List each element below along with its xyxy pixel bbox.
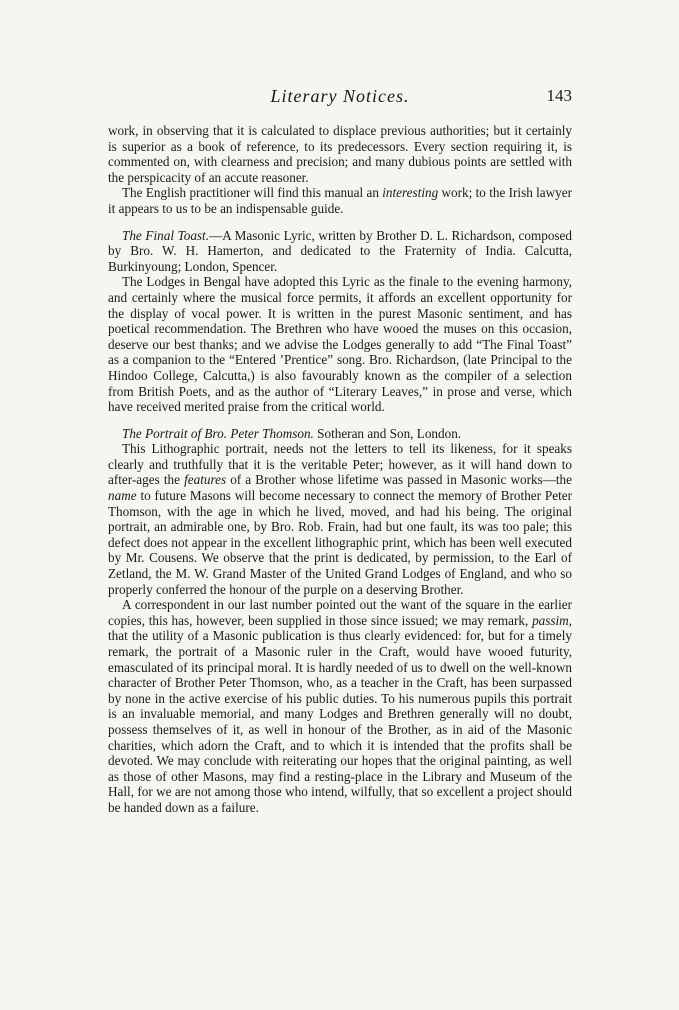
text-run: The English practitioner will find this manual an — [122, 185, 383, 201]
paragraph-p4 — [108, 274, 572, 414]
text-run: work, in observing that it is calculated to displace previous authorities; but it certainly is superior as a book of reference, to its predecessors. Every section requiring it, is commented on, with clearness and precision; and many dubious points are settled with the perspicacity of an accute reasoner. — [108, 123, 572, 185]
text-run: —A Masonic Lyric, written by Brother D. L. Richardson, composed by Bro. W. H. Hamerton, and dedicated to the Fraternity of India. Calcutta, Burkinyoung; London, Spencer. — [108, 227, 572, 274]
paragraph-p5 — [108, 426, 572, 442]
text-run: work; to the Irish lawyer it appears to us to be an indispensable guide. — [108, 185, 573, 216]
paragraph-p1 — [108, 123, 572, 185]
text-run: of a Brother whose lifetime was passed in Masonic works—the — [226, 472, 572, 488]
text-run: This Lithographic portrait, needs not the letters to tell its likeness, for it speaks clearly and truthfully that it is the veritable Peter; however, as it will hand down to after-ages the — [108, 441, 572, 488]
paragraph-p2 — [108, 185, 572, 216]
italic-text: features — [184, 472, 227, 488]
italic-text: interesting — [382, 185, 439, 201]
body-text — [108, 123, 572, 816]
text-run: A correspondent in our last number pointed out the want of the square in the earlier copies, this has, however, been supplied in those since issued; we may remark, — [108, 597, 572, 628]
running-title: Literary Notices. — [270, 86, 410, 106]
italic-text: The Portrait of Bro. Peter Thomson. — [122, 425, 314, 441]
page-header — [108, 86, 572, 110]
italic-text: The Final Toast. — [122, 227, 210, 243]
text-run: to future Masons will become necessary to connect the memory of Brother Peter Thomson, with the age in which he lived, moved, and had his being. The original portrait, an admirable one, by Bro. Rob. Frain, had but one fault, its was too pale; this defect does not appear in the excellent lithographic print, which has been well executed by Mr. Cousens. We observe that the print is dedicated, by permission, to the Earl of Zetland, the M. W. Grand Master of the United Grand Lodges of England, and who so properly conferred the honour of the purple on a deserving Brother. — [108, 488, 572, 597]
page-number: 143 — [546, 86, 572, 105]
italic-text: passim — [532, 612, 569, 628]
paragraph-p7 — [108, 597, 572, 815]
text-run: Sotheran and Son, London. — [313, 425, 462, 441]
paragraph-p3 — [108, 228, 572, 275]
text-run: The Lodges in Bengal have adopted this Lyric as the finale to the evening harmony, and certainly where the musical force permits, it affords an excellent opportunity for the display of vocal power. It is written in the purest Masonic sentiment, and has poetical recommendation. The Brethren who have wooed the muses on this occasion, deserve our best thanks; and we advise the Lodges generally to add “The Final Toast” as a companion to the “Entered ’Prentice” song. Bro. Richardson, (late Principal to the Hindoo College, Calcutta,) is also favourably known as the compiler of a selection from British Poets, and as the author of “Literary Leaves,” in prose and verse, which have received merited praise from the critical world. — [108, 274, 572, 415]
paragraph-p6 — [108, 441, 572, 597]
text-run: , that the utility of a Masonic publication is thus clearly evidenced: for, but for a timely remark, the portrait of a Masonic ruler in the Craft, would have wooed futurity, emasculated of its principal moral. It is hardly needed of us to dwell on the well-known character of Brother Peter Thomson, who, as a teacher in the Craft, has been surpassed by none in the active exercise of his public duties. To his numerous pupils this portrait is an invaluable memorial, and many Lodges and Brethren generally will no doubt, possess themselves of it, as well in honour of the Brother, as in aid of the Masonic charities, which adorn the Craft, and to which it is intended that the profits shall be devoted. We may conclude with reiterating our hopes that the original painting, as well as those of other Masons, may find a resting-place in the Library and Museum of the Hall, for we are not among those who intend, wilfully, that so excellent a project should be handed down as a failure. — [108, 612, 572, 815]
italic-text: name — [108, 488, 137, 504]
